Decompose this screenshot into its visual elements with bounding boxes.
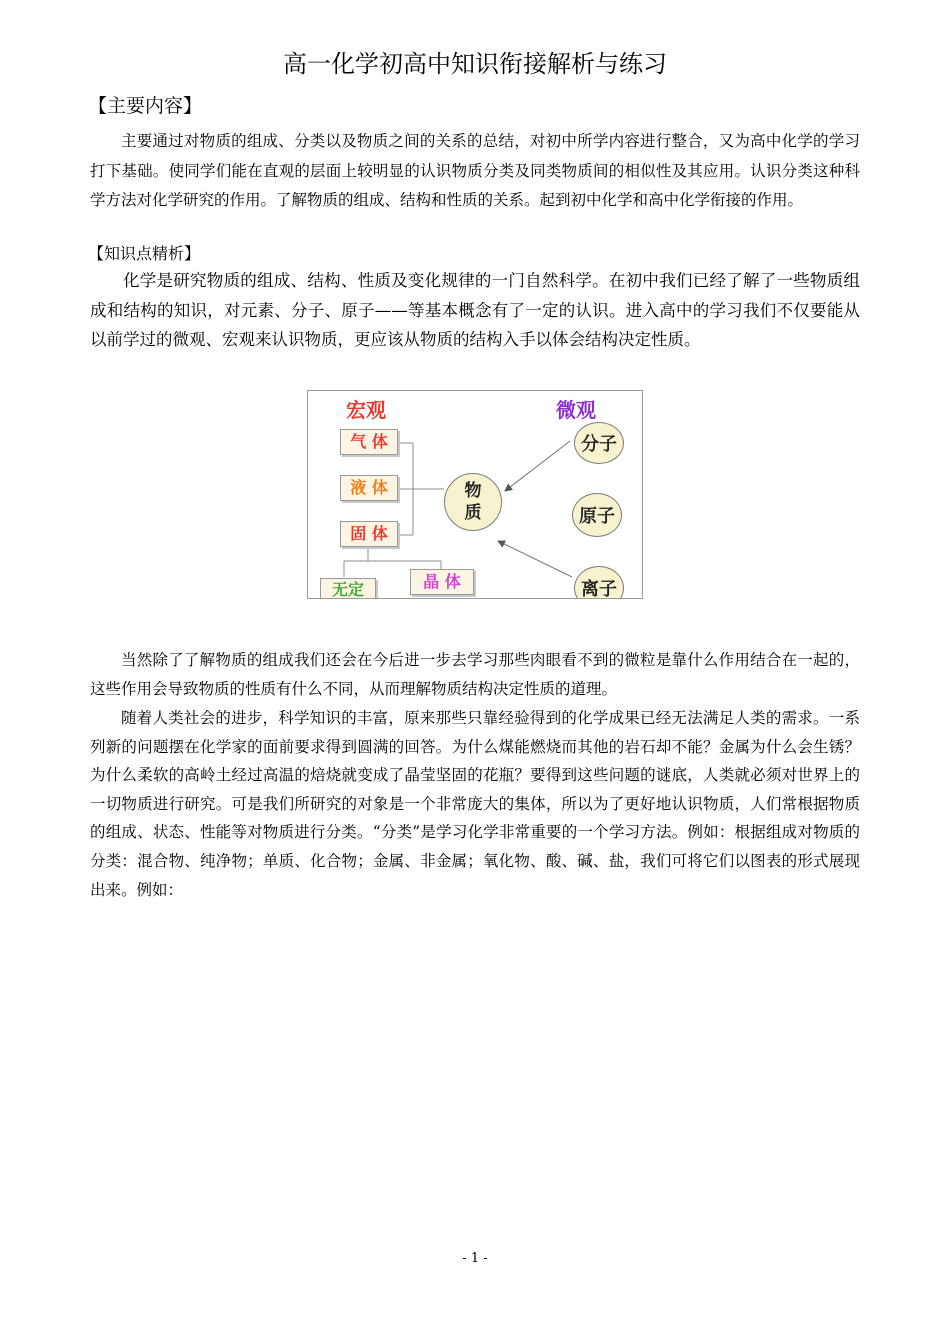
atom-circle: 原子 [572,493,622,537]
micro-label: 微观 [556,398,596,422]
section-heading-main-content: 【主要内容】 [88,95,203,117]
page-title: 高一化学初高中知识衔接解析与练习 [283,50,667,78]
knowledge-paragraph-1: 化学是研究物质的组成、结构、性质及变化规律的一门自然科学。在初中我们已经了解了一些物质组成和结构的知识，对元素、分子、原子——等基本概念有了一定的认识。进入高中的学习我们不仅要能从以前学过的微观、宏观来认识物质，更应该从物质的结构入手以体会结构决定性质。 [90,271,860,349]
molecule-circle: 分子 [574,422,624,464]
substance-circle [444,473,502,531]
page-number: - 1 - [462,1251,488,1266]
gas-box: 气 体 [340,429,398,455]
liquid-box: 液 体 [340,475,398,501]
arrow-molecule-to-substance [505,441,570,491]
macro-label: 宏观 [346,398,386,422]
section-heading-knowledge-analysis: 【知识点精析】 [88,244,201,263]
knowledge-paragraph-3: 随着人类社会的进步，科学知识的丰富，原来那些只靠经验得到的化学成果已经无法满足人类的需求。一系列新的问题摆在化学家的面前要求得到圆满的回答。为什么煤能燃烧而其他的岩石却不能？金属为什么会生锈？为什么柔软的高岭土经过高温的焙烧就变成了晶莹坚固的花瓶？要得到这些问题的谜底，人类就必须对世界上的一切物质进行研究。可是我们所研究的对象是一个非常庞大的集体，所以为了更好地认识物质，人们常根据物质的组成、状态、性能等对物质进行分类。“分类”是学习化学非常重要的一个学习方法。例如：根据组成对物质的分类：混合物、纯净物；单质、化合物；金属、非金属；氧化物、酸、碱、盐，我们可将它们以图表的形式展现出来。例如： [90,709,860,899]
substance-label: 物质 [464,481,482,523]
macro-micro-diagram [307,390,643,599]
crystal-box: 晶 体 [410,569,474,595]
main-content-paragraph: 主要通过对物质的组成、分类以及物质之间的关系的总结，对初中所学内容进行整合，又为高中化学的学习打下基础。使同学们能在直观的层面上较明显的认识物质分类及同类物质间的相似性及其应用。认识分类这种科学方法对化学研究的作用。了解物质的组成、结构和性质的关系。起到初中化学和高中化学衔接的作用。 [90,132,860,209]
solid-box: 固 体 [340,521,398,547]
amorphous-box: 无定 [320,578,376,599]
knowledge-paragraph-2: 当然除了了解物质的组成我们还会在今后进一步去学习那些肉眼看不到的微粒是靠什么作用结合在一起的，这些作用会导致物质的性质有什么不同，从而理解物质结构决定性质的道理。 [90,651,860,698]
arrow-ion-to-substance [498,541,572,577]
ion-circle: 离子 [574,566,624,599]
